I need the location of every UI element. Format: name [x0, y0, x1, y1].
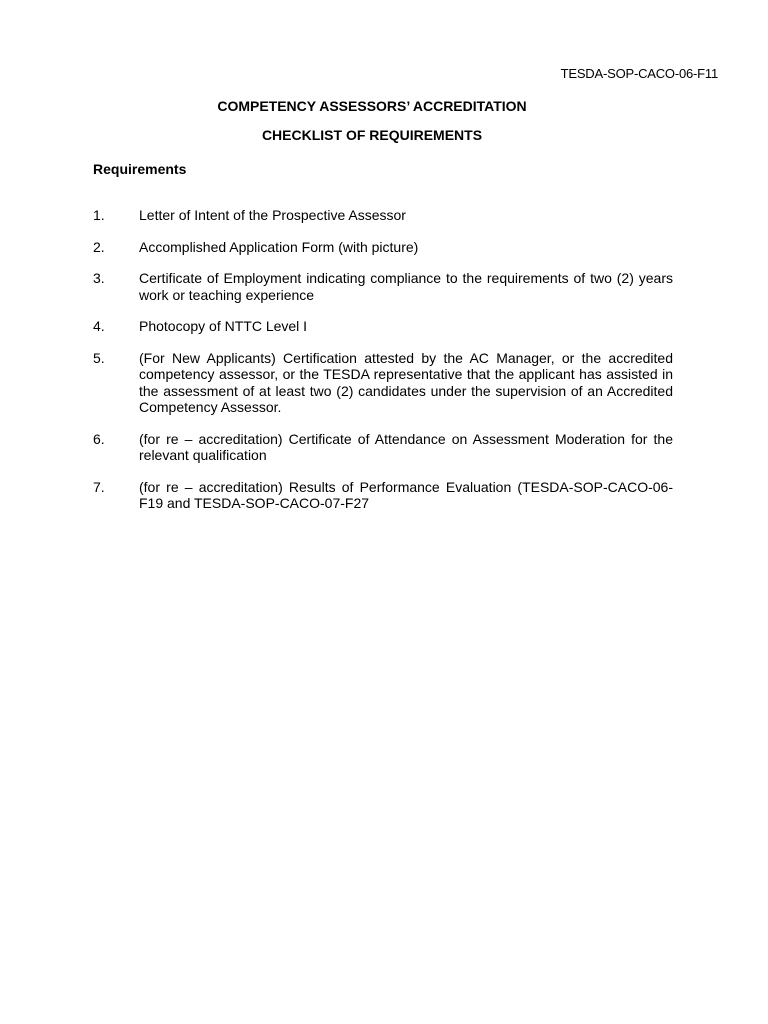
- form-code: TESDA-SOP-CACO-06-F11: [560, 66, 718, 81]
- requirement-item: [93, 479, 673, 512]
- requirement-number: 4.: [93, 318, 105, 334]
- requirement-text: Letter of Intent of the Prospective Assessor: [139, 207, 406, 223]
- requirement-text: (for re – accreditation) Results of Performance Evaluation (TESDA-SOP-CACO-06-F19 and TESDA-SOP-CACO-07-F27: [139, 478, 673, 511]
- requirements-list: [93, 207, 673, 527]
- requirement-number: 1.: [93, 207, 105, 223]
- document-subtitle: CHECKLIST OF REQUIREMENTS: [261, 127, 483, 143]
- requirement-number: 7.: [93, 478, 105, 495]
- requirement-text: (for re – accreditation) Certificate of Attendance on Assessment Moderation for the relevant qualification: [139, 430, 673, 463]
- requirement-number: 6.: [93, 430, 105, 447]
- requirement-item: [93, 350, 673, 416]
- requirement-text: (For New Applicants) Certification attested by the AC Manager, or the accredited competency assessor, or the TESDA representative that the applicant has assisted in the assessment of at least two (2) candidates under the supervision of an Accredited Competency Assessor.: [139, 349, 673, 415]
- requirement-text: Accomplished Application Form (with picture): [139, 238, 419, 255]
- requirement-number: 2.: [93, 238, 105, 255]
- requirement-item: [93, 207, 673, 224]
- requirements-heading: Requirements: [93, 161, 187, 177]
- requirement-number: 5.: [93, 349, 105, 366]
- requirement-item: [93, 431, 673, 464]
- requirement-item: [93, 318, 673, 335]
- requirement-text: Certificate of Employment indicating compliance to the requirements of two (2) years work or teaching experience: [139, 270, 673, 303]
- document-title: COMPETENCY ASSESSORS’ ACCREDITATION: [217, 98, 527, 114]
- requirement-item: [93, 239, 673, 256]
- requirement-text: Photocopy of NTTC Level I: [139, 318, 308, 334]
- requirement-item: [93, 270, 673, 303]
- requirement-number: 3.: [93, 270, 105, 286]
